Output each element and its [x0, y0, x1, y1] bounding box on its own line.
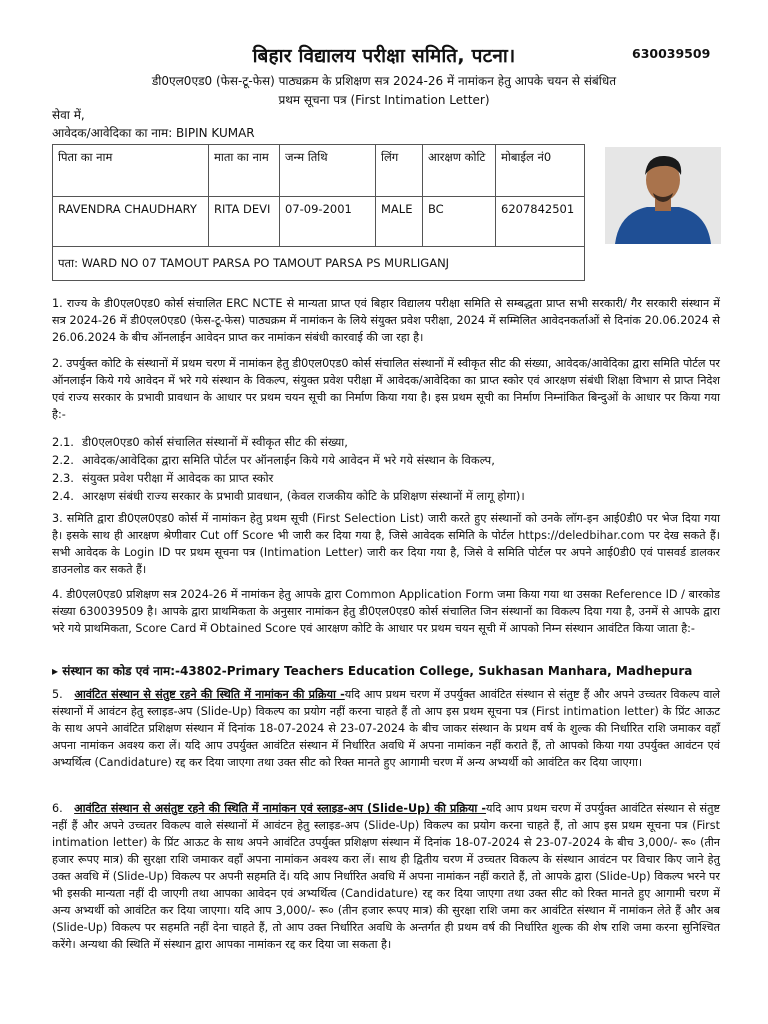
table-value-row [53, 197, 585, 247]
gender-value: MALE [376, 197, 423, 247]
applicant-name: आवेदक/आवेदिका का नाम: BIPIN KUMAR [52, 126, 255, 140]
address-row [53, 247, 585, 281]
father-name-value: RAVENDRA CHAUDHARY [53, 197, 209, 247]
header-mother-name: माता का नाम [209, 145, 280, 197]
list-item: 2.4. आरक्षण संबंधी राज्य सरकार के प्रभावी प्रावधान, (केवल राजकीय कोटि के प्रशिक्षण संस्थानों में लागू होगा)। [52, 489, 525, 503]
paragraph-4: 4. डी0एल0एड0 प्रशिक्षण सत्र 2024-26 में नामांकन हेतु आपके द्वारा Common Application Form जमा किया गया था उसका Reference ID / बारकोड संख्या 630039509 है। आपके द्वारा प्राथमिकता के अनुसार नामांकन हेतु डी0एल0एड0 कोर्स संचालित जिन संस्थानों का विकल्प दिया गया है, उनमें से आपके द्वारा भरे गये प्राथमिकता, Score Card में Obtained Score एवं आरक्षण कोटि के आधार पर प्रथम चयन सूची में आपको निम्न संस्थान आवंटित किया जाता है:- [52, 588, 721, 635]
allotted-institute: ▸ संस्थान का कोड एवं नाम:-43802-Primary Teachers Education College, Sukhasan Manhara, Madhepura [52, 664, 693, 678]
header-mobile: मोबाईल नं0 [496, 145, 585, 197]
paragraph-5-body: यदि आप प्रथम चरण में उपर्युक्त आवंटित संस्थान से संतुष्ट हैं और अपने उच्चतर विकल्प वाले संस्थानों में आवंटन हेतु स्लाइड-अप (Slide-Up) विकल्प का प्रयोग नहीं करना चाहते हैं तो आप इस प्रथम सूचना पत्र (First intimation letter) के प्रिंट आऊट के साथ अपने आवंटित प्रशिक्षण संस्थान में दिनांक 18-07-2024 से 23-07-2024 के बीच जाकर संस्थान के प्रथम वर्ष के शुल्क की निर्धारित राशि जमाकर वहाँ अपना नामांकन अवश्य करा लें। यदि आप उपर्युक्त आवंटित संस्थान में निर्धारित अवधि में अपना नामांकन नहीं कराते हैं, तो आपको किया गया उपर्युक्त आवंटन एवं अभ्यर्थित्व (Candidature) रद्द कर दिया जाएगा तथा उक्त सीट को रिक्त मानते हुए आगामी चरण में अन्य अभ्यर्थी को आवंटित कर दिया जाएगा। [52, 688, 720, 769]
criteria-list [52, 433, 720, 505]
header-category: आरक्षण कोटि [423, 145, 496, 197]
person-photo-icon [605, 147, 721, 244]
letter-type: प्रथम सूचना पत्र (First Intimation Letter) [278, 93, 490, 107]
list-item: 2.3. संयुक्त प्रवेश परीक्षा में आवेदक का प्राप्त स्कोर [52, 471, 274, 485]
paragraph-6-body: यदि आप प्रथम चरण में उपर्युक्त आवंटित संस्थान से संतुष्ट नहीं हैं और अपने उच्चतर विकल्प वाले संस्थानों में आवंटन हेतु स्लाइड-अप (Slide-Up) विकल्प का प्रयोग करना चाहते हैं, तो आप इस प्रथम सूचना पत्र (First intimation letter) के प्रिंट आऊट के साथ अपने आवंटित उपर्युक्त प्रशिक्षण संस्थान में दिनांक 18-07-2024 से 23-07-2024 के बीच 3,000/- रू० (तीन हजार रूपए मात्र) की सुरक्षा राशि जमाकर वहाँ अपना नामांकन अवश्य करा लें। साथ ही द्वितीय चरण में उच्चतर विकल्प के संस्थान आवंटन पर विचार किए जाने हेतु उक्त अवधि में (Slide-Up) विकल्प पर अपनी सहमति दें। यदि आप निर्धारित अवधि में अपना नामांकन नहीं कराते हैं, तो आपके द्वारा (Slide-Up) विकल्प भरने पर भी इसकी मान्यता नहीं दी जाएगी तथा आपका आवेदन एवं अभ्यर्थित्व (Candidature) रद्द कर दिया जाएगा तथा उक्त सीट को रिक्त मानते हुए आगामी चरण में अन्य अभ्यर्थी को आवंटित कर दिया जाएगा। यदि आप 3,000/- रू० (तीन हजार रूपए मात्र) की सुरक्षा राशि जमा कर आवंटित संस्थान में नामांकन लेते हैं और अब (Slide-Up) विकल्प पर सहमति नहीं देना चाहते हैं, तो आप उक्त निर्धारित अवधि के अन्तर्गत ही प्रथम वर्ष की निर्धारित शुल्क की शेष राशि जमा करना सुनिश्चित करेंगे। अन्यथा की स्थिति में संस्थान द्वारा आपका नामांकन रद्द कर दिया जा सकता है। [52, 802, 720, 951]
table-header-row [53, 145, 585, 197]
letter-subtitle: डी0एल0एड0 (फेस-टू-फेस) पाठ्यक्रम के प्रशिक्षण सत्र 2024-26 में नामांकन हेतु आपके चयन से संबंधित [151, 74, 617, 88]
paragraph-5-heading: आवंटित संस्थान से संतुष्ट रहने की स्थिति में नामांकन की प्रक्रिया - [74, 688, 345, 701]
paragraph-6-heading: आवंटित संस्थान से असंतुष्ट रहने की स्थिति में नामांकन एवं स्लाइड-अप (Slide-Up) की प्रक्रिया - [74, 802, 487, 815]
header-dob: जन्म तिथि [280, 145, 376, 197]
dob-value: 07-09-2001 [280, 197, 376, 247]
paragraph-6: 6. आवंटित संस्थान से असंतुष्ट रहने की स्थिति में नामांकन एवं स्लाइड-अप (Slide-Up) की प्रक्रिया -यदि आप प्रथम चरण में उपर्युक्त आवंटित संस्थान से संतुष्ट नहीं हैं और अपने उच्चतर विकल्प वाले संस्थानों में आवंटन हेतु स्लाइड-अप (Slide-Up) विकल्प का प्रयोग करना चाहते हैं, तो आप इस प्रथम सूचना पत्र (First intimation letter) के प्रिंट आऊट के साथ अपने आवंटित उपर्युक्त प्रशिक्षण संस्थान में दिनांक 18-07-2024 से 23-07-2024 के बीच 3,000/- रू० (तीन हजार रूपए मात्र) की सुरक्षा राशि जमाकर वहाँ अपना नामांकन अवश्य करा लें। साथ ही द्वितीय चरण में उच्चतर विकल्प के संस्थान आवंटन पर विचार किए जाने हेतु उक्त अवधि में (Slide-Up) विकल्प पर अपनी सहमति दें। यदि आप निर्धारित अवधि में अपना नामांकन नहीं कराते हैं, तो आपके द्वारा (Slide-Up) विकल्प भरने पर भी इसकी मान्यता नहीं दी जाएगी तथा आपका आवेदन एवं अभ्यर्थित्व (Candidature) रद्द कर दिया जाएगा तथा उक्त सीट को रिक्त मानते हुए आगामी चरण में अन्य अभ्यर्थी को आवंटित कर दिया जाएगा। यदि आप 3,000/- रू० (तीन हजार रूपए मात्र) की सुरक्षा राशि जमा कर आवंटित संस्थान में नामांकन लेते हैं और अब (Slide-Up) विकल्प पर सहमति नहीं देना चाहते हैं, तो आप उक्त निर्धारित अवधि के अन्तर्गत ही प्रथम वर्ष की निर्धारित शुल्क की शेष राशि जमा करना सुनिश्चित करेंगे। अन्यथा की स्थिति में संस्थान द्वारा आपका नामांकन रद्द कर दिया जा सकता है। [52, 802, 720, 951]
address-value: पता: WARD NO 07 TAMOUT PARSA PO TAMOUT PARSA PS MURLIGANJ [53, 247, 585, 281]
header-father-name: पिता का नाम [53, 145, 209, 197]
applicant-details-table [52, 144, 585, 281]
reference-number: 630039509 [632, 46, 711, 61]
paragraph-3: 3. समिति द्वारा डी0एल0एड0 कोर्स में नामांकन हेतु प्रथम सूची (First Selection List) जारी करते हुए संस्थानों को उनके लॉग-इन आई0डी0 पर भेज दिया गया है। इसके साथ ही आरक्षण श्रेणीवार Cut off Score भी जारी कर दिया गया है, जिसे आवेदक समिति के पोर्टल https://deledbihar.com पर देख सकते हैं। सभी आवेदक के Login ID पर प्रथम सूचना पत्र (Intimation Letter) जारी कर दिया गया है, जिसे वे समिति पोर्टल पर अपने आई0डी0 एवं पासवर्ड डालकर डाउनलोड कर सकते हैं। [52, 512, 720, 576]
paragraph-2: 2. उपर्युक्त कोटि के संस्थानों में प्रथम चरण में नामांकन हेतु डी0एल0एड0 कोर्स संचालित संस्थानों में स्वीकृत सीट की संख्या, आवेदक/आवेदिका द्वारा समिति पोर्टल पर ऑनलाईन किये गये आवेदन में भरे गये संस्थान के विकल्प, संयुक्त प्रवेश परीक्षा में आवेदक/आवेदिका का प्राप्त स्कोर एवं आरक्षण संबंधी शिक्षा विभाग से प्राप्त निदेश एवं राज्य सरकार के प्रभावी प्रावधान के आधार पर प्रथम चयन सूची का निर्माण किया गया है। इस प्रथम सूची का निर्माण निम्नांकित बिन्दुओं के आधार पर किया गया है:- [52, 357, 720, 421]
category-value: BC [423, 197, 496, 247]
mother-name-value: RITA DEVI [209, 197, 280, 247]
list-item: 2.2. आवेदक/आवेदिका द्वारा समिति पोर्टल पर ऑनलाईन किये गये आवेदन में भरे गये संस्थान के विकल्प, [52, 453, 495, 467]
mobile-value: 6207842501 [496, 197, 585, 247]
paragraph-1: 1. राज्य के डी0एल0एड0 कोर्स संचालित ERC NCTE से मान्यता प्राप्त एवं बिहार विद्यालय परीक्षा समिति से सम्बद्धता प्राप्त सभी सरकारी/ गैर सरकारी संस्थान में सत्र 2024-26 में डी0एल0एड0 (फेस-टू-फेस) पाठ्यक्रम में नामांकन के लिये संयुक्त प्रवेश परीक्षा, 2024 में सम्मिलित आवेदनकर्ताओं से दिनांक 20.06.2024 से 26.06.2024 के बीच ऑनलाईन आवेदन प्राप्त कर नामांकन संबंधी कारवाई की जा रहा है। [52, 297, 720, 344]
board-title: बिहार विद्यालय परीक्षा समिति, पटना। [252, 45, 516, 67]
applicant-photo [605, 147, 721, 244]
header-gender: लिंग [376, 145, 423, 197]
list-item: 2.1. डी0एल0एड0 कोर्स संचालित संस्थानों में स्वीकृत सीट की संख्या, [52, 435, 348, 449]
paragraph-5: 5. आवंटित संस्थान से संतुष्ट रहने की स्थिति में नामांकन की प्रक्रिया -यदि आप प्रथम चरण में उपर्युक्त आवंटित संस्थान से संतुष्ट हैं और अपने उच्चतर विकल्प वाले संस्थानों में आवंटन हेतु स्लाइड-अप (Slide-Up) विकल्प का प्रयोग नहीं करना चाहते हैं तो आप इस प्रथम सूचना पत्र (First intimation letter) के प्रिंट आऊट के साथ अपने आवंटित प्रशिक्षण संस्थान में दिनांक 18-07-2024 से 23-07-2024 के बीच जाकर संस्थान के प्रथम वर्ष के शुल्क की निर्धारित राशि जमाकर वहाँ अपना नामांकन अवश्य करा लें। यदि आप उपर्युक्त आवंटित संस्थान में निर्धारित अवधि में अपना नामांकन नहीं कराते हैं, तो आपको किया गया उपर्युक्त आवंटन एवं अभ्यर्थित्व (Candidature) रद्द कर दिया जाएगा तथा उक्त सीट को रिक्त मानते हुए आगामी चरण में अन्य अभ्यर्थी को आवंटित कर दिया जाएगा। [52, 688, 720, 769]
salutation: सेवा में, [52, 108, 85, 122]
